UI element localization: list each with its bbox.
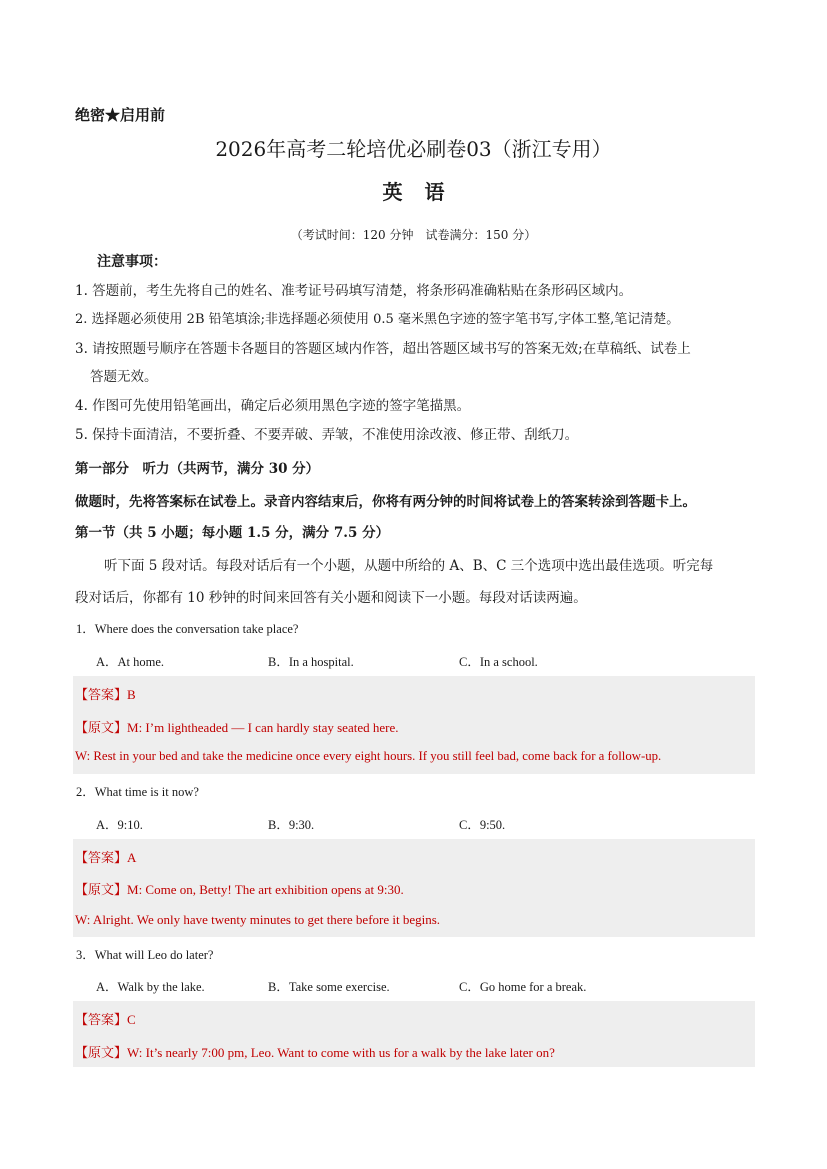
section1-intro: 听下面 5 段对话。每段对话后有一个小题，从题中所给的 A、B、C 三个选项中选出最佳选项。听完每	[104, 558, 714, 574]
answer-line	[75, 684, 136, 703]
option-b: B．Take some exercise.	[268, 980, 390, 994]
part1-heading: 第一部分 听力（共两节，满分 30 分）	[75, 461, 320, 477]
option-a: A．9:10.	[96, 818, 143, 832]
transcript-line	[75, 1042, 555, 1061]
option-a: A．Walk by the lake.	[96, 980, 205, 994]
section1-heading: 第一节（共 5 小题；每小题 1.5 分，满分 7.5 分）	[75, 525, 390, 541]
answer-label: 【答案】	[75, 851, 128, 866]
answer-value: C	[127, 1012, 136, 1027]
option-b: B．9:30.	[268, 818, 315, 832]
paper-title: 2026年高考二轮培优必刷卷03（浙江专用）	[215, 137, 612, 161]
notice-item: 4. 作图可先使用铅笔画出，确定后必须用黑色字迹的签字笔描黑。	[75, 398, 471, 414]
notice-item: 5. 保持卡面清洁，不要折叠、不要弄破、弄皱，不准使用涂改液、修正带、刮纸刀。	[75, 427, 579, 443]
option-a: A．At home.	[96, 655, 165, 669]
confidential-mark: 绝密★启用前	[75, 106, 166, 124]
answer-line	[75, 1009, 136, 1028]
transcript-label: 【原文】	[75, 883, 128, 898]
part1-instruction: 做题时，先将答案标在试卷上。录音内容结束后，你将有两分钟的时间将试卷上的答案转涂到答题卡上。	[75, 494, 696, 510]
answer-value: A	[127, 850, 137, 865]
question-stem: 2．What time is it now?	[76, 785, 199, 799]
transcript-label: 【原文】	[75, 1046, 128, 1061]
transcript-line: W: Alright. We only have twenty minutes to get there before it begins.	[75, 912, 441, 927]
notice-heading: 注意事项：	[97, 254, 167, 270]
exam-info: （考试时间：120 分钟 试卷满分：150 分）	[290, 228, 537, 242]
transcript-line	[75, 879, 404, 898]
notice-item: 答题无效。	[90, 369, 158, 385]
notice-item: 3. 请按照题号顺序在答题卡各题目的答题区域内作答，超出答题区域书写的答案无效;在草稿纸、试卷上	[75, 341, 691, 357]
option-c: C．Go home for a break.	[459, 980, 587, 994]
option-c: C．9:50.	[459, 818, 506, 832]
transcript-text: M: I’m lightheaded — I can hardly stay seated here.	[127, 720, 399, 735]
answer-value: B	[127, 687, 136, 702]
answer-label: 【答案】	[75, 688, 128, 703]
question-stem: 1．Where does the conversation take place?	[76, 622, 299, 636]
transcript-line: W: Rest in your bed and take the medicine once every eight hours. If you still feel bad, come back for a follow-up.	[75, 749, 662, 763]
notice-item: 1. 答题前，考生先将自己的姓名、准考证号码填写清楚，将条形码准确粘贴在条形码区域内。	[75, 283, 633, 299]
section1-intro: 段对话后，你都有 10 秒钟的时间来回答有关小题和阅读下一小题。每段对话读两遍。	[75, 590, 587, 606]
transcript-line	[75, 717, 398, 736]
answer-line	[75, 847, 136, 866]
subject-title: 英语	[382, 180, 467, 204]
answer-label: 【答案】	[75, 1013, 128, 1028]
notice-item: 2. 选择题必须使用 2B 铅笔填涂;非选择题必须使用 0.5 毫米黑色字迹的签字笔书写,字体工整,笔记清楚。	[75, 312, 680, 327]
transcript-text: W: It’s nearly 7:00 pm, Leo. Want to come with us for a walk by the lake later on?	[127, 1045, 555, 1060]
question-stem: 3．What will Leo do later?	[76, 948, 214, 962]
transcript-text: M: Come on, Betty! The art exhibition opens at 9:30.	[127, 882, 404, 897]
transcript-label: 【原文】	[75, 721, 128, 736]
option-b: B．In a hospital.	[268, 655, 354, 669]
option-c: C．In a school.	[459, 655, 538, 669]
